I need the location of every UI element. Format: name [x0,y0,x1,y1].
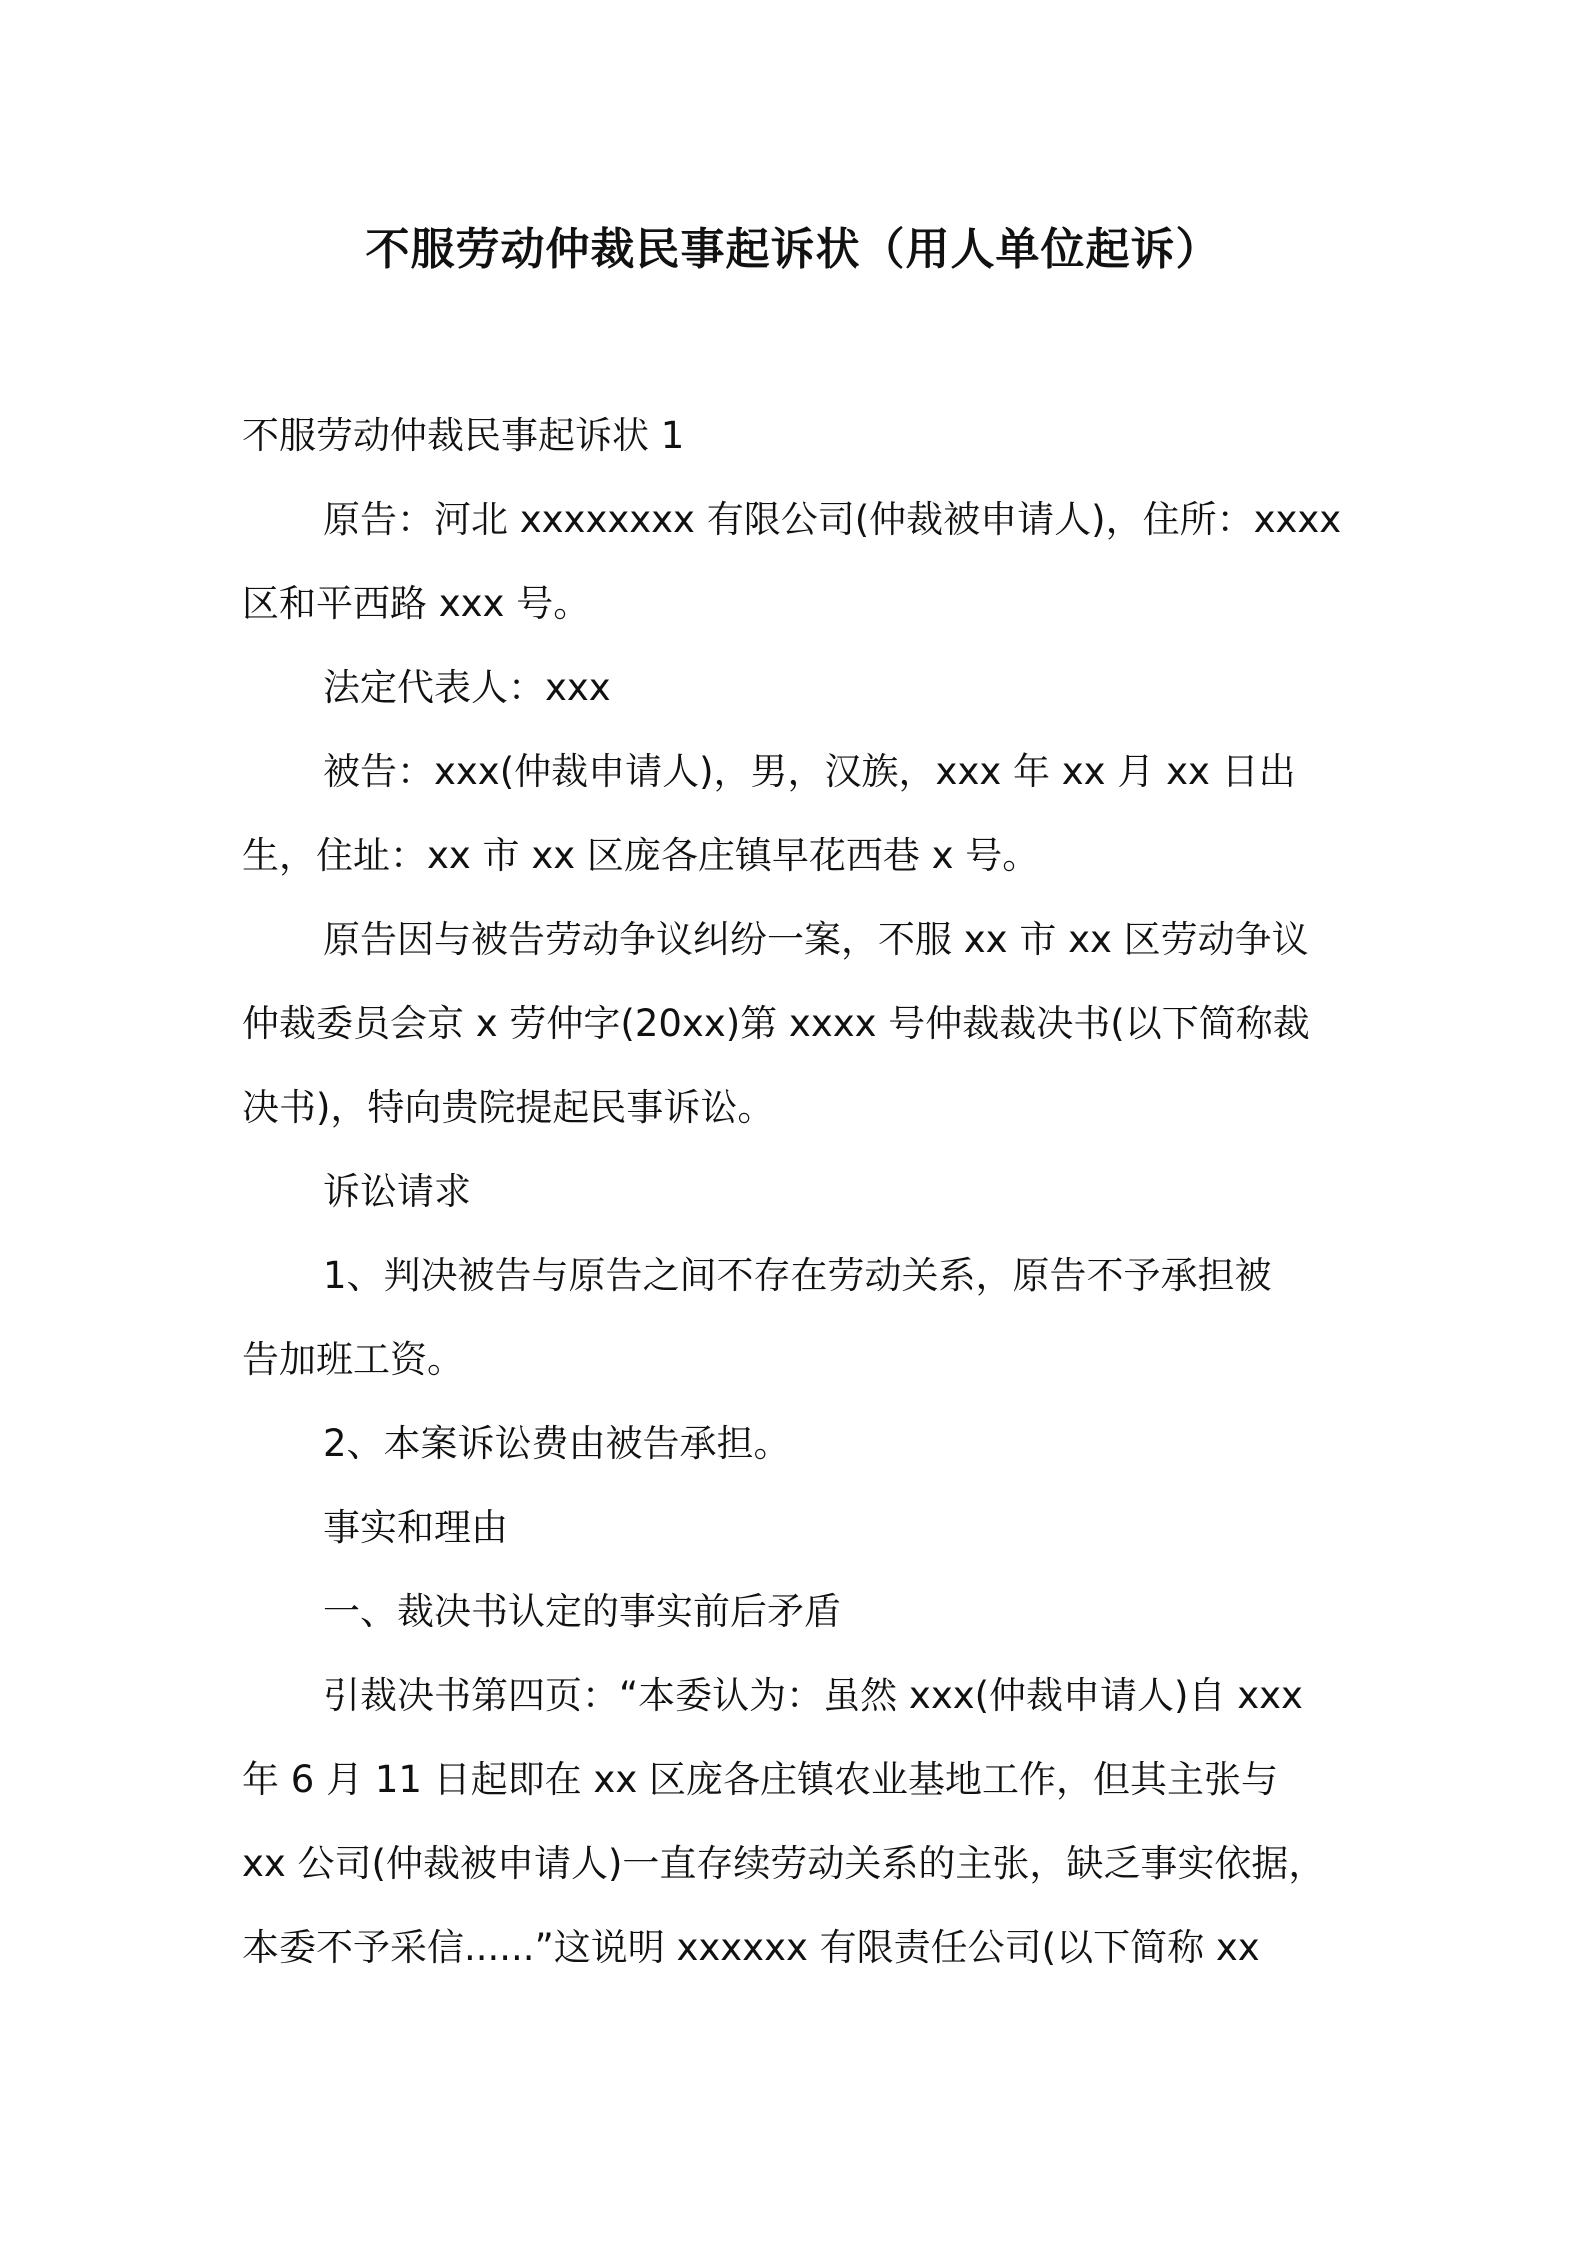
text-line-quote-4: 本委不予采信......”这说明 xxxxxx 有限责任公司(以下简称 xx [242,1926,1260,1969]
text-line-case-intro-3: 决书)，特向贵院提起民事诉讼。 [242,1086,775,1129]
text-line-legal-rep: 法定代表人：xxx [323,666,611,709]
text-line-claim-1-cont: 告加班工资。 [242,1338,464,1381]
text-line-quote: 引裁决书第四页：“本委认为：虽然 xxx(仲裁申请人)自 xxx [323,1674,1303,1717]
text-line-claim-2: 2、本案诉讼费由被告承担。 [323,1422,791,1465]
text-line-quote-2: 年 6 月 11 日起即在 xx 区庞各庄镇农业基地工作，但其主张与 [242,1758,1278,1801]
text-line-claim-1: 1、判决被告与原告之间不存在劳动关系，原告不予承担被 [323,1254,1272,1297]
text-line-plaintiff: 原告：河北 xxxxxxxx 有限公司(仲裁被申请人)，住所：xxxx [323,498,1342,541]
subheading-contradiction: 一、裁决书认定的事实前后矛盾 [323,1590,841,1633]
text-line-case-intro-2: 仲裁委员会京 x 劳仲字(20xx)第 xxxx 号仲裁裁决书(以下简称裁 [242,1002,1310,1045]
section-heading-claims: 诉讼请求 [323,1170,471,1213]
document-title: 不服劳动仲裁民事起诉状（用人单位起诉） [365,224,1221,275]
text-line-quote-3: xx 公司(仲裁被申请人)一直存续劳动关系的主张，缺乏事实依据， [242,1842,1326,1885]
document-subtitle: 不服劳动仲裁民事起诉状 1 [242,414,685,457]
section-heading-facts: 事实和理由 [323,1506,508,1549]
text-line-case-intro: 原告因与被告劳动争议纠纷一案，不服 xx 市 xx 区劳动争议 [323,918,1309,961]
text-line-defendant: 被告：xxx(仲裁申请人)，男，汉族，xxx 年 xx 月 xx 日出 [323,750,1296,793]
text-line-defendant-address: 生，住址：xx 市 xx 区庞各庄镇早花西巷 x 号。 [242,834,1040,877]
text-line-plaintiff-address: 区和平西路 xxx 号。 [242,582,591,625]
